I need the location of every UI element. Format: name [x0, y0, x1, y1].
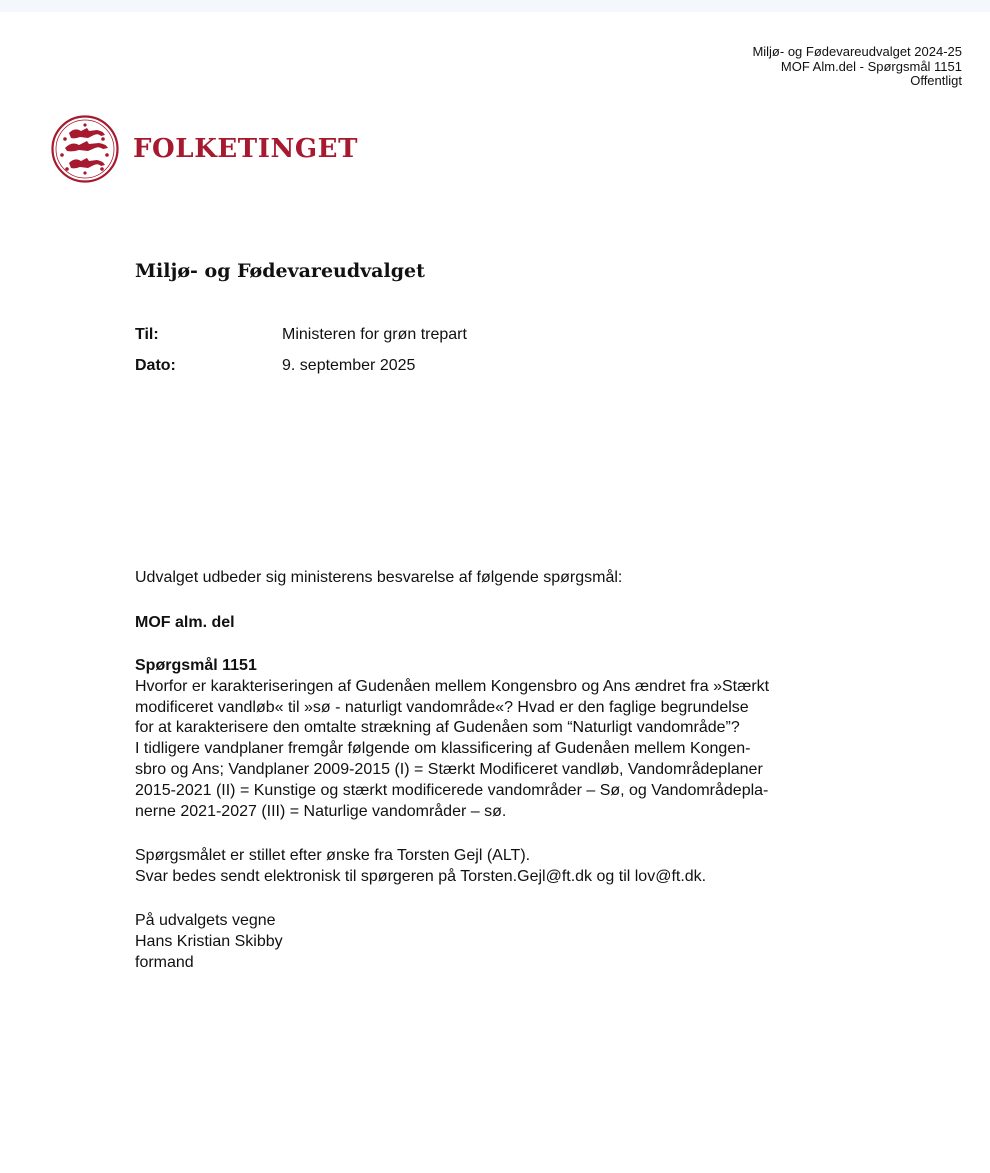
- question-line: nerne 2021-2027 (III) = Naturlige vandområder – sø.: [135, 802, 507, 820]
- committee-title: Miljø- og Fødevareudvalget: [135, 260, 425, 282]
- coat-of-arms-seal-icon: [51, 115, 119, 183]
- question-line: Hvorfor er karakteriseringen af Gudenåen mellem Kongensbro og Ans ændret fra »Stærkt: [135, 677, 770, 695]
- signature-on-behalf: På udvalgets vegne: [135, 912, 276, 929]
- folketinget-logo: [51, 115, 359, 185]
- question-title: Spørgsmål 1151: [135, 657, 257, 674]
- note-reply-instructions: Svar bedes sendt elektronisk til spørgeren på Torsten.Gejl@ft.dk og til lov@ft.dk.: [135, 867, 707, 885]
- intro-text: Udvalget udbeder sig ministerens besvarelse af følgende spørgsmål:: [135, 569, 623, 586]
- header-committee-session: Miljø- og Fødevareudvalget 2024-25: [752, 44, 962, 59]
- signature-name: Hans Kristian Skibby: [135, 932, 283, 950]
- signature-block: [135, 911, 283, 973]
- top-band: [0, 0, 990, 12]
- question-line: sbro og Ans; Vandplaner 2009-2015 (I) = Stærkt Modificeret vandløb, Vandområdeplaner: [135, 760, 763, 778]
- question-line: modificeret vandløb« til »sø - naturligt vandområde«? Hvad er den faglige begrundelse: [135, 698, 749, 716]
- field-label: Dato:: [135, 357, 176, 374]
- question-block: [135, 656, 769, 822]
- question-line: for at karakterisere den omtalte strækning af Gudenåen som “Naturligt vandområde”?: [135, 719, 740, 737]
- document-header-meta: [752, 45, 962, 89]
- section-heading: MOF alm. del: [135, 614, 235, 631]
- logo-wordmark: FOLKETINGET: [133, 134, 359, 164]
- question-line: 2015-2021 (II) = Kunstige og stærkt modificerede vandområder – Sø, og Vandområdepla-: [135, 781, 769, 799]
- signature-role: formand: [135, 953, 194, 971]
- header-visibility: Offentligt: [910, 73, 962, 88]
- note-block: [135, 846, 706, 888]
- field-value: Ministeren for grøn trepart: [282, 326, 467, 343]
- header-question-ref: MOF Alm.del - Spørgsmål 1151: [780, 58, 962, 74]
- question-line: I tidligere vandplaner fremgår følgende om klassificering af Gudenåen mellem Kongen-: [135, 740, 751, 758]
- field-value: 9. september 2025: [282, 357, 416, 374]
- note-asker: Spørgsmålet er stillet efter ønske fra Torsten Gejl (ALT).: [135, 847, 531, 864]
- field-label: Til:: [135, 326, 159, 343]
